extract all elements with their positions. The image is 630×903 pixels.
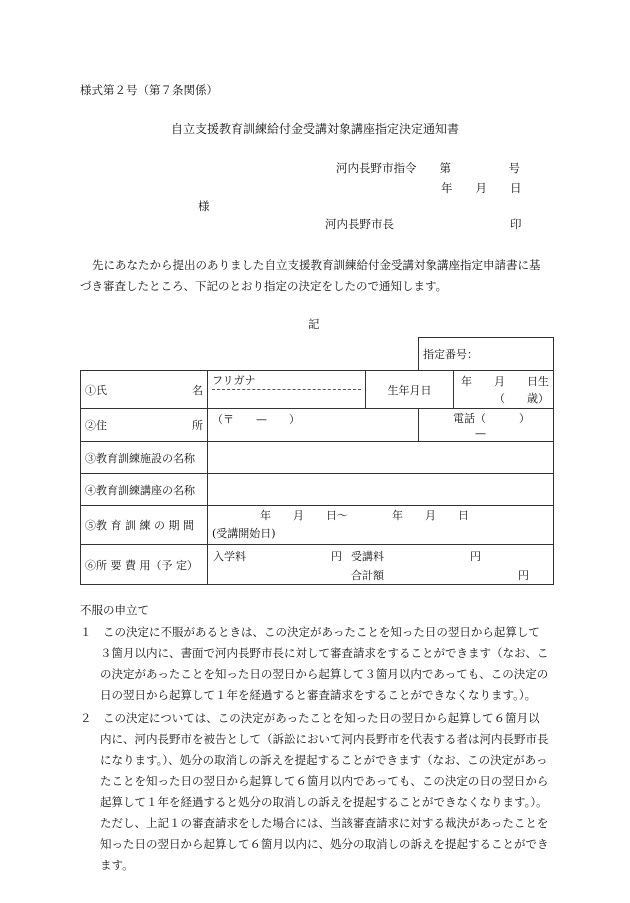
document-title: 自立支援教育訓練給付金受講対象講座指定決定通知書 <box>170 122 459 136</box>
phone-label: 電話（ ） <box>453 412 530 425</box>
objection-item-2: ２ この決定については、この決定があったことを知った日の翌日から起算して６箇月以内に、河内長野市を被告として（訴訟において河内長野市を代表する者は河内長野市長になります。）、処分の取消しの訴えを提起することができます（なお、この決定があったことを知った日の翌日から起算して６箇月以内であっても、この決定の日の翌日から起算して１年を経過すると処分の取消しの訴えを提起することができなくなります。）。ただし、上記１の審査請求をした場合には、当該審査請求に対する裁決があったことを知った日の翌日から起算して６箇月以内に、処分の取消しの訴えを提起することができます。 <box>80 711 549 872</box>
objection-item-1: １ この決定に不服があるときは、この決定があったことを知った日の翌日から起算して３箇月以内に、書面で河内長野市長に対して審査請求をすることができます（なお、この決定があったことを知った日の翌日から起算して３箇月以内であっても、この決定の日の翌日から起算して１年を経過すると審査請求をすることができなくなります。）。 <box>80 625 549 702</box>
furigana-line: フリガナ <box>212 373 361 390</box>
period-dates: 年 月 日〜 年 月 日 <box>260 509 469 522</box>
enroll-fee-yen: 円 <box>331 550 342 563</box>
addressee-suffix: 様 <box>198 199 210 213</box>
course-label: ④教育訓練講座の名称 <box>81 474 208 506</box>
tuition-yen: 円 <box>470 550 481 563</box>
birthdate-label: 生年月日 <box>366 371 454 409</box>
issuer-number: 河内長野市指令 第 号 <box>336 161 520 175</box>
mayor-name: 河内長野市長 <box>325 217 394 231</box>
cost-label: ⑥所 要 費 用（予 定） <box>81 545 208 585</box>
period-note: (受講開始日) <box>212 527 276 540</box>
issue-date: 年 月 日 <box>441 181 522 195</box>
facility-field[interactable] <box>208 442 554 474</box>
postal-code: （〒 — ） <box>212 413 300 426</box>
designation-number-cell[interactable] <box>419 338 554 371</box>
tuition-label: 受講料 <box>351 550 384 563</box>
address-field[interactable] <box>208 409 419 442</box>
period-field[interactable] <box>208 506 554 545</box>
details-table <box>80 337 554 585</box>
form-label: 様式第２号（第７条関係） <box>80 83 218 97</box>
enroll-fee-label: 入学料 <box>213 550 246 563</box>
course-field[interactable] <box>208 474 554 506</box>
ki-heading: 記 <box>308 317 320 331</box>
birthdate-line: 年 月 日生 <box>461 374 549 388</box>
address-label-cell: ②住 所 <box>81 409 208 442</box>
name-field[interactable] <box>208 371 366 409</box>
name-label-cell: ①氏 名 <box>81 371 208 409</box>
seal-mark: 印 <box>510 217 522 231</box>
designation-number-label: 指定番号： <box>423 348 478 361</box>
intro-text: 先にあなたから提出のありました自立支援教育訓練給付金受講対象講座指定申請書に基づき審査したところ、下記のとおり指定の決定をしたので通知します。 <box>80 258 541 293</box>
facility-label: ③教育訓練施設の名称 <box>81 442 208 474</box>
age-line: （ 歳） <box>494 391 549 405</box>
total-label: 合計額 <box>351 569 384 582</box>
objection-title: 不服の申立て <box>80 603 149 617</box>
total-yen: 円 <box>518 569 529 582</box>
cost-field[interactable] <box>208 545 554 585</box>
period-label: ⑤教 育 訓 練 の 期 間 <box>81 506 208 545</box>
phone-dash: — <box>475 427 486 440</box>
birthdate-field[interactable] <box>454 371 554 409</box>
phone-field[interactable] <box>419 409 554 442</box>
